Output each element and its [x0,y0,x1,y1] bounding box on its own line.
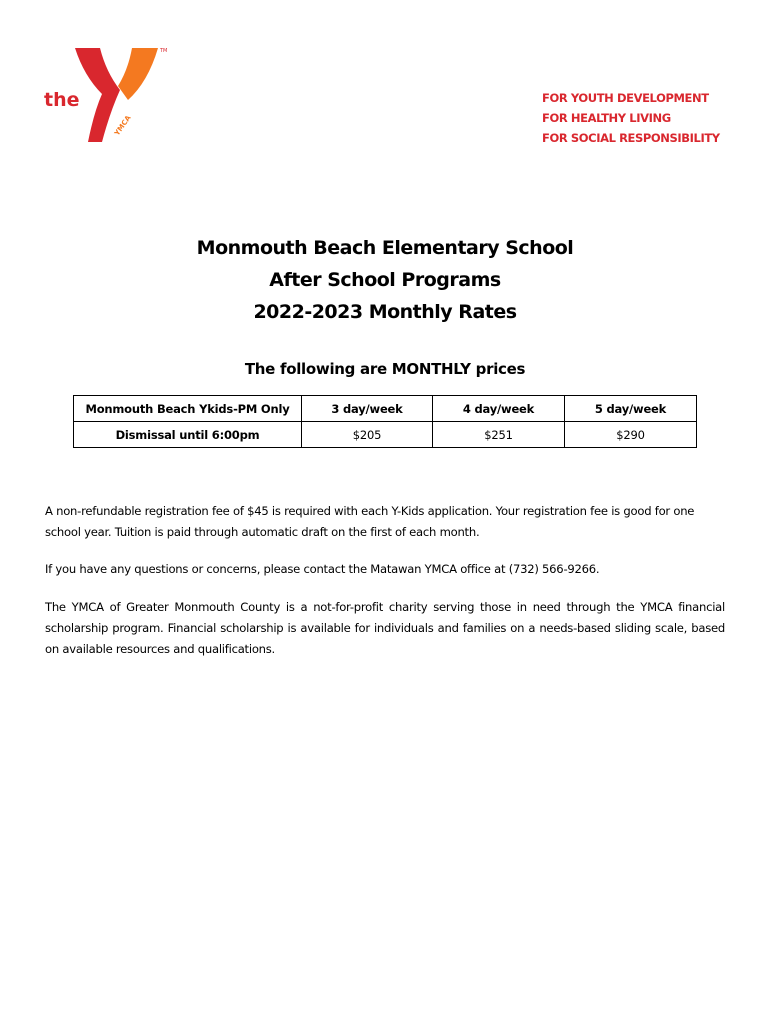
document-title [0,232,770,328]
ymca-logo-graphic [40,42,170,152]
header-3-day: 3 day/week [302,396,433,422]
tagline-line-healthy: FOR HEALTHY LIVING [542,111,671,125]
header-5-day: 5 day/week [565,396,697,422]
title-line-school: Monmouth Beach Elementary School [196,237,574,259]
rates-header-row [74,396,697,422]
y-orange-arm [118,48,158,100]
header-4-day: 4 day/week [433,396,565,422]
price-4-day: $251 [433,422,565,448]
tagline-line-social: FOR SOCIAL RESPONSIBILITY [542,131,720,145]
monthly-prices-heading: The following are MONTHLY prices [244,360,526,378]
title-line-rates: 2022-2023 Monthly Rates [253,301,517,323]
table-row [74,422,697,448]
logo-the-text: the [44,89,80,111]
title-line-program: After School Programs [269,269,501,291]
rates-table [73,395,697,448]
registration-fee-paragraph: A non-refundable registration fee of $45 is required with each Y-Kids application. Your registration fee is good for one school year. Tuition is paid through automatic draft on the first of each month. [45,504,695,539]
scholarship-paragraph: The YMCA of Greater Monmouth County is a not-for-profit charity serving those in need through the YMCA financial scholarship program. Financial scholarship is available for individuals and families on a needs-based sliding scale, based on available resources and qualifications. [45,600,725,656]
ymca-logo [40,42,170,152]
header-program: Monmouth Beach Ykids-PM Only [74,396,302,422]
tagline-line-youth: FOR YOUTH DEVELOPMENT [542,91,709,105]
ymca-tagline [542,88,720,148]
row-dismissal-label: Dismissal until 6:00pm [74,422,302,448]
price-3-day: $205 [302,422,433,448]
price-5-day: $290 [565,422,697,448]
logo-tm-mark: TM [160,48,168,54]
y-red-body [75,48,120,142]
logo-ymca-text: YMCA [113,114,133,138]
contact-paragraph: If you have any questions or concerns, please contact the Matawan YMCA office at (732) 566-9266. [45,562,600,576]
